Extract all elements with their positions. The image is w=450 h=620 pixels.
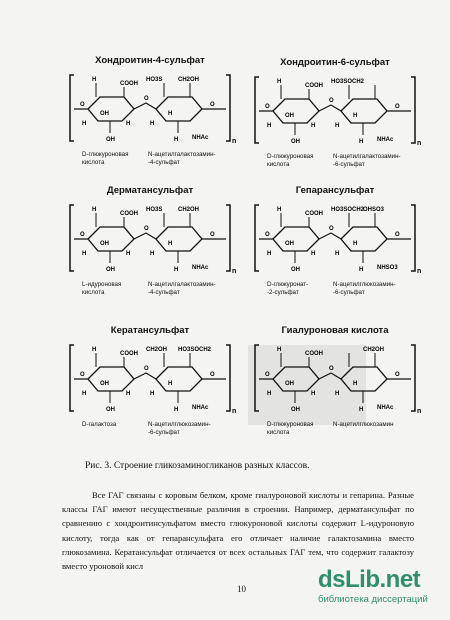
svg-text:H: H xyxy=(277,207,282,213)
svg-text:H: H xyxy=(359,139,364,145)
svg-text:OH: OH xyxy=(291,139,300,145)
svg-text:H: H xyxy=(168,381,173,387)
svg-text:H: H xyxy=(335,123,340,129)
left-residue-label: D-глюкуроновая кислота xyxy=(82,151,129,166)
svg-text:H: H xyxy=(150,391,155,397)
substituent-label: NHAc xyxy=(377,405,394,411)
panel-title: Хондроитин-4-сульфат xyxy=(95,55,205,66)
svg-text:COOH: COOH xyxy=(120,211,138,217)
svg-text:COOH: COOH xyxy=(305,83,323,89)
svg-text:OH: OH xyxy=(100,381,109,387)
svg-text:n: n xyxy=(417,268,422,275)
svg-text:COOH: COOH xyxy=(305,211,323,217)
svg-text:H: H xyxy=(335,391,340,397)
svg-text:O: O xyxy=(265,372,270,378)
left-residue-label: D-галактоза xyxy=(82,421,117,428)
substituent-label: HO3SOCH2 xyxy=(331,79,365,85)
svg-text:O: O xyxy=(144,366,149,372)
svg-text:H: H xyxy=(82,251,87,257)
svg-text:n: n xyxy=(417,408,422,415)
substituent-label: CH2OH xyxy=(178,77,200,83)
substituent-label: CH2OH xyxy=(178,207,200,213)
svg-text:H: H xyxy=(168,111,173,117)
panel-title: Хондроитин-6-сульфат xyxy=(280,57,390,68)
svg-text:OH: OH xyxy=(100,241,109,247)
substituent-label: HO3SOCH2 xyxy=(331,207,365,213)
svg-text:H: H xyxy=(174,267,179,273)
svg-text:OH: OH xyxy=(106,407,115,413)
paragraph-text: Все ГАГ связаны с коровым белком, кроме гиалуроновой кислоты и гепарина. Разные классы ГАГ имеют несущественные различия в строении. Например, дерматансульфат по сравнению с хондроитинсульфатом вместо глюкуроновой кислоты содержит L-идуроновую кислоту, тогда как от гепарансульфата его отличает наличие галактозамина вместо глюкозамина. Кератансульфат отличается от всех остальных ГАГ тем, что содержит галактозу вместо уроновой кисл xyxy=(62,490,414,572)
structure-panel xyxy=(245,185,425,303)
left-residue-label: D-глюкуроновая кислота xyxy=(267,153,314,168)
svg-text:H: H xyxy=(174,407,179,413)
svg-text:H: H xyxy=(335,251,340,257)
structure-panel xyxy=(60,55,240,173)
svg-text:H: H xyxy=(277,79,282,85)
svg-text:H: H xyxy=(359,407,364,413)
svg-text:O: O xyxy=(395,104,400,110)
right-residue-label: N-ацетилгалактозамин- -4-сульфат xyxy=(148,151,216,166)
svg-text:H: H xyxy=(174,137,179,143)
svg-text:COOH: COOH xyxy=(120,81,138,87)
svg-text:H: H xyxy=(150,251,155,257)
svg-text:H: H xyxy=(150,121,155,127)
right-residue-label: N-ацетилглюкозамин xyxy=(333,421,394,428)
svg-text:OH: OH xyxy=(285,381,294,387)
left-residue-label: D-глюкуронат- -2-сульфат xyxy=(267,281,309,296)
svg-text:OH: OH xyxy=(106,137,115,143)
disaccharide-structure xyxy=(60,69,240,149)
right-residue-label: N-ацетилглюкозамин- -6-сульфат xyxy=(333,281,396,296)
left-residue-label: L-идуроновая кислота xyxy=(82,281,122,296)
svg-text:COOH: COOH xyxy=(120,351,138,357)
panel-title: Гепарансульфат xyxy=(295,185,375,196)
svg-text:H: H xyxy=(311,251,316,257)
svg-text:O: O xyxy=(210,232,215,238)
svg-text:H: H xyxy=(168,241,173,247)
svg-text:H: H xyxy=(353,113,358,119)
substituent-label: NHAc xyxy=(377,137,394,143)
svg-text:H: H xyxy=(92,347,97,353)
svg-text:n: n xyxy=(417,140,422,147)
svg-text:n: n xyxy=(232,268,237,275)
svg-text:H: H xyxy=(311,123,316,129)
figure-caption: Рис. 3. Строение гликозаминогликанов разных классов. xyxy=(85,461,310,471)
svg-text:O: O xyxy=(80,102,85,108)
panel-title: Кератансульфат xyxy=(110,325,190,336)
structure-panel xyxy=(60,325,240,443)
svg-text:H: H xyxy=(126,121,131,127)
structure-panel xyxy=(245,57,425,175)
svg-text:O: O xyxy=(265,104,270,110)
watermark-logo: dsLib.net xyxy=(318,566,421,593)
structure-panel xyxy=(245,325,425,443)
svg-text:O: O xyxy=(210,372,215,378)
substituent-label: NHSO3 xyxy=(377,265,398,271)
svg-text:n: n xyxy=(232,408,237,415)
svg-text:O: O xyxy=(80,232,85,238)
svg-text:H: H xyxy=(267,251,272,257)
svg-text:H: H xyxy=(353,241,358,247)
svg-text:H: H xyxy=(92,77,97,83)
svg-text:OH: OH xyxy=(291,267,300,273)
substituent-label: CH2OH xyxy=(146,347,168,353)
structure-panel xyxy=(60,185,240,303)
substituent-label: HO3S xyxy=(146,77,163,83)
svg-text:H: H xyxy=(267,391,272,397)
svg-text:OH: OH xyxy=(285,241,294,247)
substituent-label: HO3SOCH2 xyxy=(178,347,212,353)
svg-text:O: O xyxy=(80,372,85,378)
svg-text:H: H xyxy=(277,347,282,353)
svg-text:O: O xyxy=(210,102,215,108)
body-paragraph xyxy=(62,488,414,573)
svg-text:O: O xyxy=(144,226,149,232)
svg-text:H: H xyxy=(353,381,358,387)
disaccharide-structure xyxy=(245,71,425,151)
panel-title: Гиалуроновая кислота xyxy=(281,325,389,336)
svg-text:H: H xyxy=(267,123,272,129)
substituent-label: NHAc xyxy=(192,405,209,411)
left-residue-label: D-глюкуроновая кислота xyxy=(267,421,314,436)
disaccharide-structure xyxy=(245,199,425,279)
watermark[interactable] xyxy=(316,564,444,612)
substituent-label: HO3S xyxy=(146,207,163,213)
svg-text:H: H xyxy=(311,391,316,397)
svg-text:n: n xyxy=(232,138,237,145)
svg-text:O: O xyxy=(265,232,270,238)
right-residue-label: N-ацетилгалактозамин- -6-сульфат xyxy=(333,153,401,168)
svg-text:OH: OH xyxy=(291,407,300,413)
svg-text:H: H xyxy=(359,267,364,273)
svg-text:O: O xyxy=(144,96,149,102)
watermark-subtitle: библиотека диссертаций xyxy=(318,594,428,605)
svg-text:O: O xyxy=(329,366,334,372)
disaccharide-structure xyxy=(245,339,425,419)
disaccharide-structure xyxy=(60,339,240,419)
substituent-label: CH2OH xyxy=(363,347,385,353)
svg-text:H: H xyxy=(92,207,97,213)
svg-text:COOH: COOH xyxy=(305,351,323,357)
panel-title: Дерматансульфат xyxy=(106,185,194,196)
svg-text:O: O xyxy=(395,372,400,378)
substituent-label: OHSO3 xyxy=(363,207,385,213)
substituent-label: NHAc xyxy=(192,265,209,271)
page-number: 10 xyxy=(237,584,246,594)
substituent-label: NHAc xyxy=(192,135,209,141)
disaccharide-structure xyxy=(60,199,240,279)
right-residue-label: N-ацетилгалактозамин- -4-сульфат xyxy=(148,281,216,296)
svg-text:H: H xyxy=(126,251,131,257)
svg-text:OH: OH xyxy=(285,113,294,119)
svg-text:H: H xyxy=(126,391,131,397)
svg-text:O: O xyxy=(395,232,400,238)
right-residue-label: N-ацетилглюкозамин- -6-сульфат xyxy=(148,421,211,436)
svg-text:O: O xyxy=(329,98,334,104)
svg-text:O: O xyxy=(329,226,334,232)
svg-text:OH: OH xyxy=(100,111,109,117)
svg-text:H: H xyxy=(82,391,87,397)
svg-text:H: H xyxy=(82,121,87,127)
svg-text:OH: OH xyxy=(106,267,115,273)
